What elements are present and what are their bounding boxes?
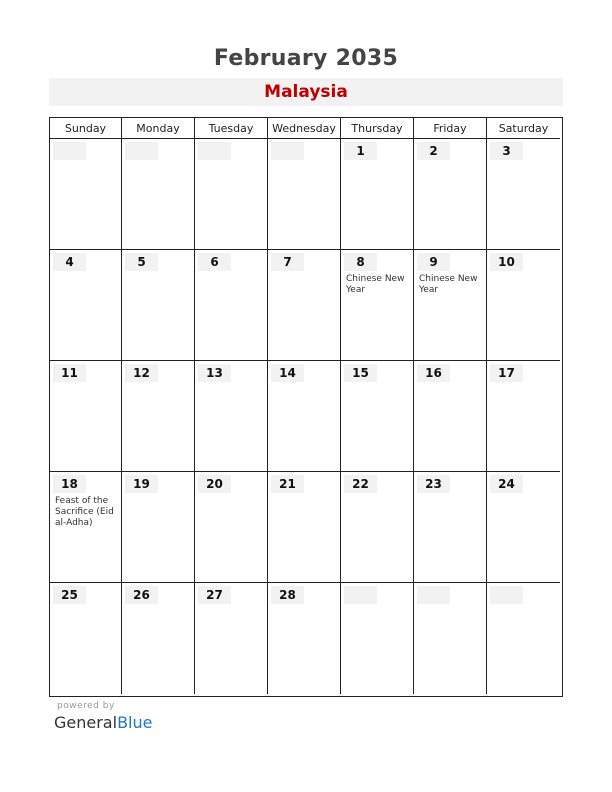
day-cell bbox=[268, 361, 341, 472]
day-cell bbox=[414, 139, 487, 250]
weekday-header: Sunday bbox=[50, 118, 122, 139]
day-cell bbox=[195, 250, 268, 361]
day-cell bbox=[122, 583, 195, 694]
holiday-label: Feast of the Sacrifice (Eid al-Adha) bbox=[55, 496, 114, 528]
weekday-header: Friday bbox=[414, 118, 487, 139]
day-number: 21 bbox=[271, 475, 304, 493]
day-number: 28 bbox=[271, 586, 304, 604]
day-number: 27 bbox=[198, 586, 231, 604]
day-number: 18 bbox=[53, 475, 86, 493]
day-number bbox=[271, 142, 304, 160]
day-cell bbox=[414, 472, 487, 583]
day-cell bbox=[122, 361, 195, 472]
day-number: 19 bbox=[125, 475, 158, 493]
day-cell bbox=[195, 472, 268, 583]
day-number: 9 bbox=[417, 253, 450, 271]
calendar-grid bbox=[49, 117, 563, 697]
day-number: 14 bbox=[271, 364, 304, 382]
day-cell bbox=[414, 583, 487, 694]
day-number: 10 bbox=[490, 253, 523, 271]
day-number: 5 bbox=[125, 253, 158, 271]
day-number: 11 bbox=[53, 364, 86, 382]
day-number: 26 bbox=[125, 586, 158, 604]
day-number: 4 bbox=[53, 253, 86, 271]
day-number: 1 bbox=[344, 142, 377, 160]
holiday-label: Chinese New Year bbox=[419, 274, 478, 295]
day-number: 20 bbox=[198, 475, 231, 493]
day-cell bbox=[122, 250, 195, 361]
day-number: 24 bbox=[490, 475, 523, 493]
country-name: Malaysia bbox=[264, 82, 348, 102]
day-number bbox=[53, 142, 86, 160]
brand-logo[interactable] bbox=[54, 713, 152, 732]
weekday-header: Wednesday bbox=[268, 118, 341, 139]
country-banner bbox=[49, 78, 563, 106]
day-cell bbox=[268, 472, 341, 583]
weekday-header: Tuesday bbox=[195, 118, 268, 139]
day-cell bbox=[122, 472, 195, 583]
day-cell bbox=[414, 250, 487, 361]
day-number: 15 bbox=[344, 364, 377, 382]
day-number: 16 bbox=[417, 364, 450, 382]
day-number bbox=[198, 142, 231, 160]
day-number: 13 bbox=[198, 364, 231, 382]
day-number bbox=[344, 586, 377, 604]
day-number bbox=[490, 586, 523, 604]
page-title: February 2035 bbox=[213, 46, 399, 71]
day-number: 6 bbox=[198, 253, 231, 271]
day-cell bbox=[487, 139, 560, 250]
day-cell bbox=[268, 139, 341, 250]
day-cell bbox=[50, 583, 122, 694]
weekday-header: Monday bbox=[122, 118, 195, 139]
day-number: 23 bbox=[417, 475, 450, 493]
day-cell bbox=[50, 139, 122, 250]
day-cell bbox=[341, 250, 414, 361]
day-cell bbox=[195, 361, 268, 472]
day-cell bbox=[341, 139, 414, 250]
day-cell bbox=[122, 139, 195, 250]
day-cell bbox=[50, 361, 122, 472]
day-cell bbox=[487, 250, 560, 361]
day-cell bbox=[341, 472, 414, 583]
day-number: 2 bbox=[417, 142, 450, 160]
day-cell bbox=[341, 361, 414, 472]
weekday-header: Saturday bbox=[487, 118, 560, 139]
holiday-label: Chinese New Year bbox=[346, 274, 405, 295]
day-number: 12 bbox=[125, 364, 158, 382]
day-cell bbox=[195, 139, 268, 250]
brand-general: General bbox=[54, 713, 118, 732]
brand-blue: Blue bbox=[117, 713, 153, 732]
day-cell bbox=[487, 472, 560, 583]
day-number bbox=[125, 142, 158, 160]
day-cell bbox=[50, 250, 122, 361]
day-cell bbox=[50, 472, 122, 583]
weekday-header: Thursday bbox=[341, 118, 414, 139]
powered-by-label: powered by bbox=[57, 701, 115, 711]
day-number: 3 bbox=[490, 142, 523, 160]
day-cell bbox=[414, 361, 487, 472]
day-cell bbox=[268, 583, 341, 694]
day-number: 8 bbox=[344, 253, 377, 271]
day-number bbox=[417, 586, 450, 604]
day-cell bbox=[268, 250, 341, 361]
day-number: 25 bbox=[53, 586, 86, 604]
day-cell bbox=[341, 583, 414, 694]
day-number: 17 bbox=[490, 364, 523, 382]
day-number: 7 bbox=[271, 253, 304, 271]
day-cell bbox=[487, 583, 560, 694]
day-cell bbox=[487, 361, 560, 472]
day-cell bbox=[195, 583, 268, 694]
day-number: 22 bbox=[344, 475, 377, 493]
